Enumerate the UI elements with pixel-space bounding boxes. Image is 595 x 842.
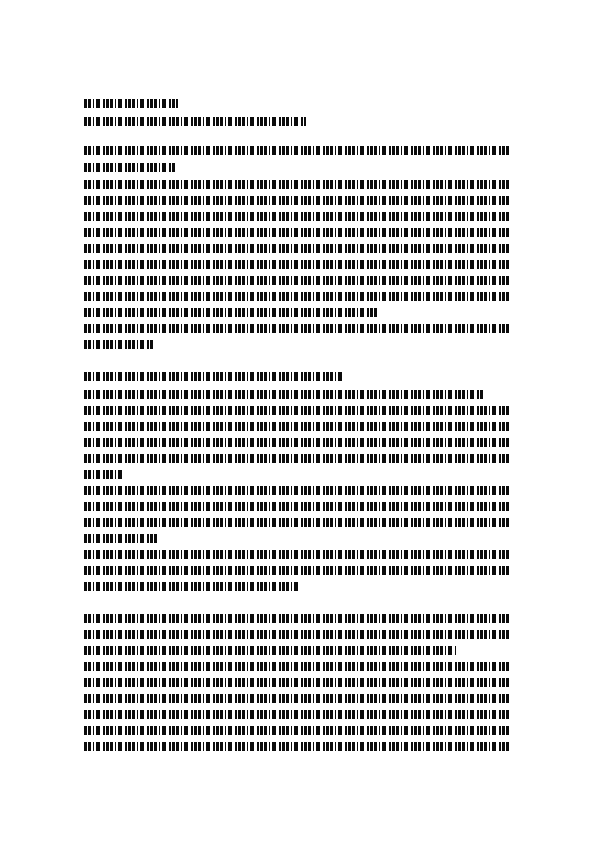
- body-line: [84, 614, 510, 623]
- body-line: [84, 196, 510, 205]
- body-line: [84, 340, 154, 349]
- body-line: [84, 694, 510, 703]
- body-line: [84, 308, 378, 317]
- body-line: [84, 486, 510, 495]
- body-line: [84, 470, 122, 479]
- body-line: [84, 726, 510, 735]
- body-line: [84, 454, 510, 463]
- body-line: [84, 372, 342, 381]
- body-line: [84, 518, 510, 527]
- body-line: [84, 742, 510, 751]
- body-line: [84, 438, 510, 447]
- body-line: [84, 244, 510, 253]
- body-line: [84, 662, 510, 671]
- body-line: [84, 228, 510, 237]
- body-line: [84, 566, 510, 575]
- header-line-2: [84, 117, 306, 126]
- body-line: [84, 146, 510, 155]
- body-line: [84, 212, 510, 221]
- body-line: [84, 630, 510, 639]
- body-line: [84, 163, 176, 172]
- body-line: [84, 550, 510, 559]
- body-line: [84, 502, 510, 511]
- body-line: [84, 292, 510, 301]
- body-line: [84, 260, 510, 269]
- body-line: [84, 534, 158, 543]
- body-line: [84, 710, 510, 719]
- body-line: [84, 324, 510, 333]
- body-line: [84, 646, 456, 655]
- header-line-1: [84, 99, 178, 108]
- body-line: [84, 678, 510, 687]
- body-line: [84, 390, 484, 399]
- body-line: [84, 406, 510, 415]
- body-line: [84, 582, 298, 591]
- body-line: [84, 276, 510, 285]
- body-line: [84, 180, 510, 189]
- body-line: [84, 422, 510, 431]
